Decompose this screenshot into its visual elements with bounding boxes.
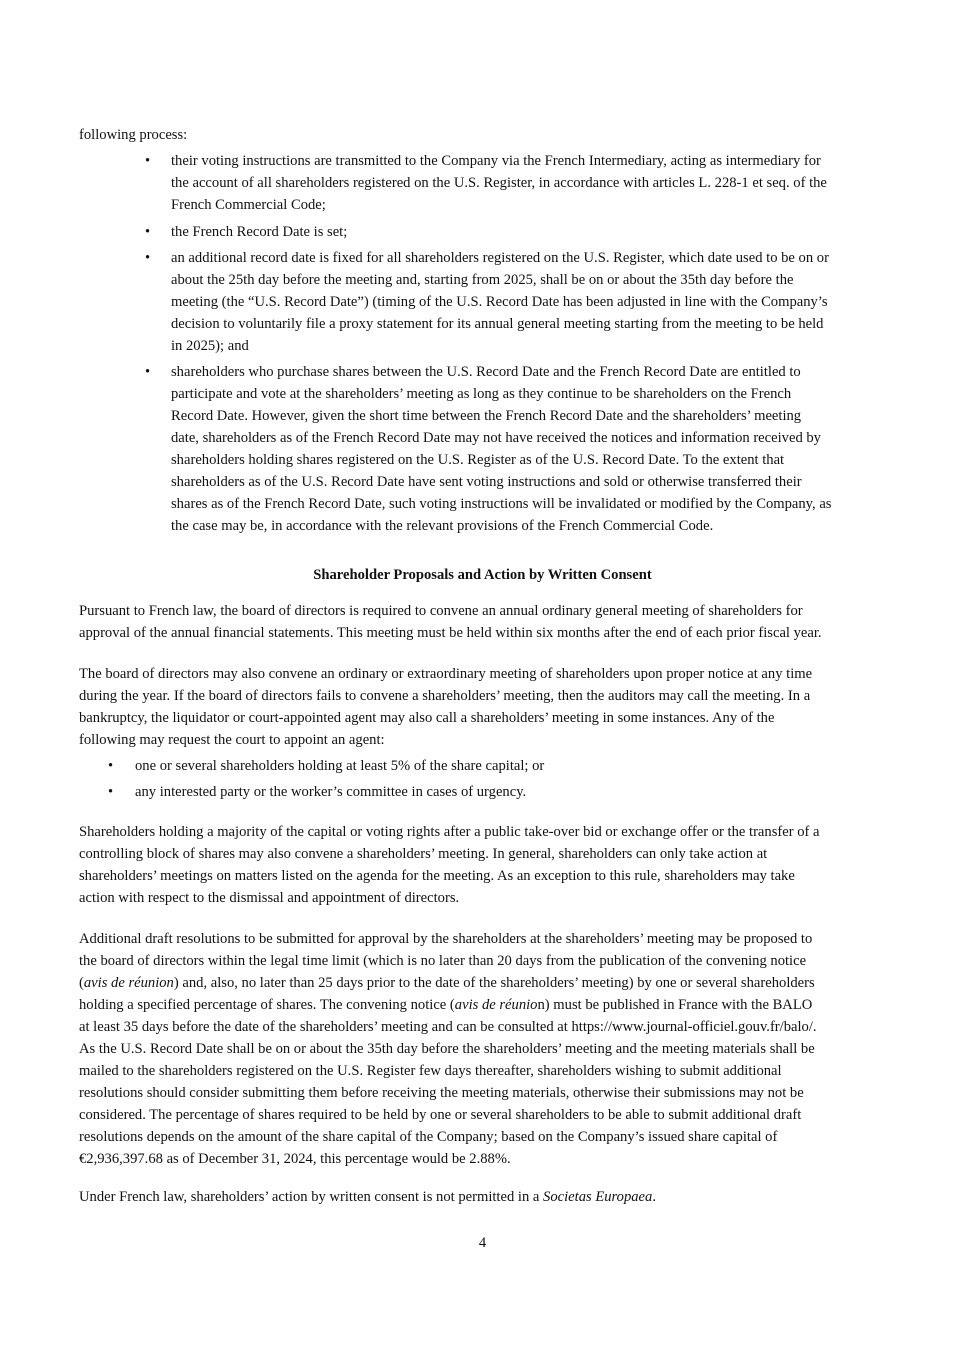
text-line: Pursuant to French law, the board of directors is required to convene an annual ordinary general meeting of shareholders for [79, 603, 803, 619]
text-line: any interested party or the worker’s committee in cases of urgency. [135, 784, 527, 800]
text-line: bankruptcy, the liquidator or court-appointed agent may also call a shareholders’ meeting in some instances. Any of the [79, 710, 775, 726]
text-segment: ) and, also, no later than 25 days prior to the date of the shareholders’ meeting) by one or several shareholders [173, 975, 815, 991]
text-line: considered. The percentage of shares required to be held by one or several shareholders to be able to submit additional draft [79, 1107, 802, 1123]
text-line: shareholders holding shares registered on the U.S. Register as of the U.S. Record Date. To the extent that [171, 452, 785, 468]
text-line: Shareholders holding a majority of the capital or voting rights after a public take-over bid or exchange offer or the transfer of a [79, 824, 820, 840]
text-line: their voting instructions are transmitted to the Company via the French Intermediary, acting as intermediary for [171, 153, 821, 169]
text-line: the French Record Date is set; [171, 224, 348, 240]
text-line: resolutions should consider submitting them before receiving the meeting materials, otherwise their submissions may not be [79, 1085, 804, 1101]
text-line: €2,936,397.68 as of December 31, 2024, this percentage would be 2.88%. [79, 1151, 511, 1167]
text-line: in 2025); and [171, 338, 249, 354]
list-item [171, 150, 827, 216]
paragraph-draft-resolutions [79, 928, 899, 1170]
text-line: French Commercial Code; [171, 197, 326, 213]
text-line: action with respect to the dismissal and appointment of directors. [79, 890, 460, 906]
text-line: the board of directors within the legal time limit (which is no later than 20 days from the publication of the convening notice [79, 953, 807, 969]
text-line: following process: [79, 127, 188, 143]
text-line: shareholders’ meetings on matters listed on the agenda for the meeting. As an exception to this rule, shareholders may take [79, 868, 795, 884]
bullet-icon: • [108, 758, 114, 774]
italic-text: Societas Europaea [543, 1189, 653, 1205]
bullet-icon: • [145, 153, 151, 169]
text-line: mailed to the shareholders registered on the U.S. Register few days thereafter, shareholders wishing to submit additional [79, 1063, 782, 1079]
list-item [135, 781, 526, 803]
text-line: controlling block of shares may also convene a shareholders’ meeting. In general, shareholders can only take action at [79, 846, 768, 862]
paragraph-convene-meeting [79, 663, 899, 751]
text-segment: holding a specified percentage of shares. The convening notice ( [79, 997, 455, 1013]
bullet-icon: • [145, 364, 151, 380]
text-line: shareholders who purchase shares between the U.S. Record Date and the French Record Date are entitled to [171, 364, 801, 380]
list-item [171, 361, 832, 537]
text-line: The board of directors may also convene an ordinary or extraordinary meeting of shareholders upon proper notice at any time [79, 666, 813, 682]
text-line [79, 1186, 899, 1208]
text-line: Additional draft resolutions to be submitted for approval by the shareholders at the shareholders’ meeting may be proposed to [79, 931, 813, 947]
bullet-icon: • [108, 784, 114, 800]
text-line: at least 35 days before the date of the shareholders’ meeting and can be consulted at https://www.journal-officiel.gouv.fr/balo/. [79, 1019, 817, 1035]
text-line [79, 972, 899, 994]
intro-text [79, 124, 899, 146]
text-segment: n) must be published in France with the BALO [537, 997, 813, 1013]
text-line: As the U.S. Record Date shall be on or about the 35th day before the shareholders’ meeting and the meeting materials shall be [79, 1041, 815, 1057]
list-item [135, 755, 544, 777]
text-line: Record Date. However, given the short time between the French Record Date and the shareholders’ meeting [171, 408, 802, 424]
text-line: shares as of the French Record Date, such voting instructions will be invalidated or modified by the Company, as [171, 496, 832, 512]
paragraph-majority-holders [79, 821, 899, 909]
bullet-icon: • [145, 224, 151, 240]
text-line [79, 994, 899, 1016]
text-line: the account of all shareholders registered on the U.S. Register, in accordance with articles L. 228-1 et seq. of the [171, 175, 827, 191]
list-item [171, 221, 347, 243]
text-segment: Under French law, shareholders’ action by written consent is not permitted in a [79, 1189, 544, 1205]
text-line: resolutions depends on the amount of the share capital of the Company; based on the Company’s issued share capital of [79, 1129, 778, 1145]
bullet-icon: • [145, 250, 151, 266]
text-line: the case may be, in accordance with the relevant provisions of the French Commercial Code. [171, 518, 714, 534]
text-line: about the 25th day before the meeting and, starting from 2025, shall be on or about the 35th day before the [171, 272, 794, 288]
text-line: approval of the annual financial statements. This meeting must be held within six months after the end of each prior fiscal year. [79, 625, 822, 641]
section-heading: Shareholder Proposals and Action by Written Consent [313, 567, 652, 583]
text-segment: . [652, 1189, 656, 1205]
text-line: an additional record date is fixed for all shareholders registered on the U.S. Register, which date used to be on or [171, 250, 829, 266]
text-line: participate and vote at the shareholders’ meeting as long as they continue to be shareholders on the French [171, 386, 792, 402]
paragraph-written-consent [79, 1186, 899, 1208]
text-segment: ( [79, 975, 84, 991]
text-line: date, shareholders as of the French Record Date may not have received the notices and information received by [171, 430, 821, 446]
italic-text: avis de réunio [454, 997, 538, 1013]
list-item [171, 247, 829, 357]
text-line: one or several shareholders holding at least 5% of the share capital; or [135, 758, 545, 774]
text-line: following may request the court to appoint an agent: [79, 732, 385, 748]
page-number: 4 [478, 1235, 487, 1251]
text-line: during the year. If the board of directors fails to convene a shareholders’ meeting, then the auditors may call the meeting. In a [79, 688, 811, 704]
text-line: meeting (the “U.S. Record Date”) (timing of the U.S. Record Date has been adjusted in line with the Company’s [171, 294, 828, 310]
italic-text: avis de réunion [83, 975, 174, 991]
text-line: decision to voluntarily file a proxy statement for its annual general meeting starting from the meeting to be held [171, 316, 824, 332]
text-line: shareholders as of the U.S. Record Date have sent voting instructions and sold or otherwise transferred their [171, 474, 802, 490]
paragraph-annual-meeting [79, 600, 899, 644]
